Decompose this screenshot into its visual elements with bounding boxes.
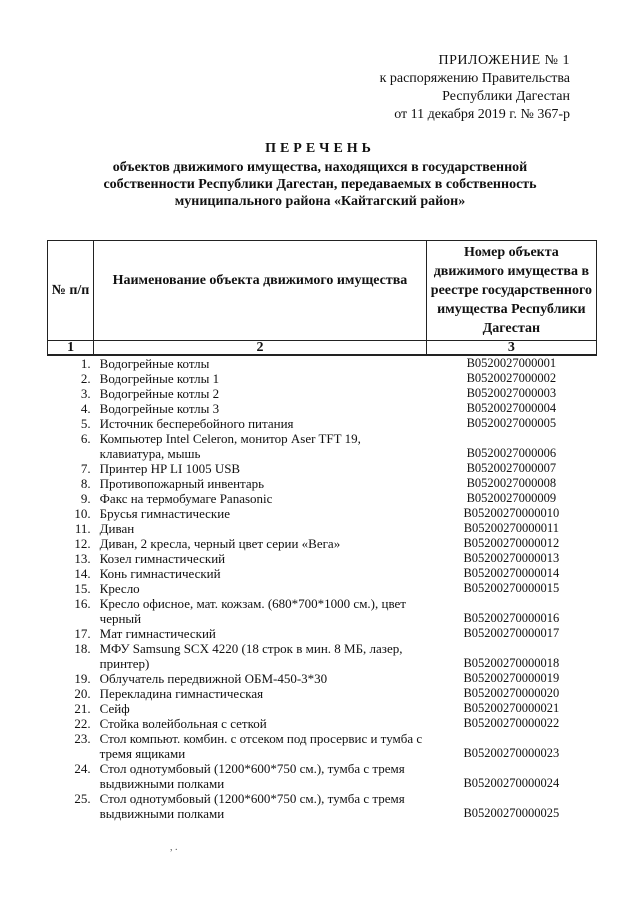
table-row <box>48 476 597 491</box>
row-item-name: Конь гимнастический <box>99 566 221 581</box>
table-row <box>48 401 597 416</box>
row-number: 16. <box>74 596 91 611</box>
table-row <box>48 596 597 626</box>
row-number: 3. <box>80 386 91 401</box>
row-registry-code: B05200270000019 <box>463 671 560 685</box>
table-row <box>48 386 597 401</box>
table-row <box>48 701 597 716</box>
row-number: 18. <box>74 641 91 656</box>
table-row <box>48 355 597 371</box>
table-row <box>48 731 597 761</box>
row-number: 14. <box>74 566 91 581</box>
row-number: 8. <box>80 476 91 491</box>
row-number: 7. <box>80 461 91 476</box>
row-registry-code: B0520027000001 <box>466 356 557 370</box>
subtitle-line: объектов движимого имущества, находящихся в государственной <box>112 160 528 175</box>
row-item-name: Кресло <box>99 581 140 596</box>
row-registry-code: B05200270000017 <box>463 626 560 640</box>
row-registry-code: B05200270000013 <box>463 551 560 565</box>
row-number: 17. <box>74 626 91 641</box>
row-registry-code: B0520027000007 <box>466 461 557 475</box>
header-number: № п/п <box>48 241 94 341</box>
row-registry-code: B0520027000002 <box>466 371 557 385</box>
row-number: 15. <box>74 581 91 596</box>
subtitle-line: собственности Республики Дагестан, передаваемых в собственность <box>103 177 537 192</box>
table-row <box>48 416 597 431</box>
document-title: ПЕРЕЧЕНЬ <box>265 141 375 156</box>
appendix-line-2: к распоряжению Правительства <box>379 71 570 86</box>
row-item-name: Стол компьют. комбин. с отсеком под просервис и тумба с тремя ящиками <box>99 731 423 761</box>
row-registry-code: B05200270000012 <box>463 536 560 550</box>
row-item-name: Источник бесперебойного питания <box>99 416 294 431</box>
column-number-2: 2 <box>94 341 427 356</box>
row-number: 10. <box>74 506 91 521</box>
table-row <box>48 671 597 686</box>
row-item-name: МФУ Samsung SCX 4220 (18 строк в мин. 8 МБ, лазер, принтер) <box>99 641 403 671</box>
row-number: 12. <box>74 536 91 551</box>
table-row <box>48 791 597 821</box>
row-number: 9. <box>80 491 91 506</box>
row-item-name: Водогрейные котлы 3 <box>99 401 220 416</box>
row-registry-code: B05200270000015 <box>463 581 560 595</box>
header-registry-number: Номер объекта движимого имущества в реестре государственного имущества Республики Дагестан <box>426 241 596 341</box>
row-number: 2. <box>80 371 91 386</box>
row-item-name: Козел гимнастический <box>99 551 226 566</box>
row-registry-code: B05200270000010 <box>463 506 560 520</box>
row-registry-code: B0520027000004 <box>466 401 557 415</box>
row-item-name: Перекладина гимнастическая <box>99 686 264 701</box>
row-registry-code: B05200270000024 <box>463 776 560 790</box>
row-item-name: Облучатель передвижной ОБМ-450-3*30 <box>99 671 328 686</box>
row-registry-code: B05200270000021 <box>463 701 560 715</box>
row-registry-code: B05200270000025 <box>463 806 560 820</box>
row-number: 20. <box>74 686 91 701</box>
subtitle-line: муниципального района «Кайтагский район» <box>174 194 466 209</box>
appendix-line-3: Республики Дагестан <box>442 89 570 104</box>
table-header-row <box>48 241 597 341</box>
row-number: 22. <box>74 716 91 731</box>
row-number: 13. <box>74 551 91 566</box>
column-number-3: 3 <box>426 341 596 356</box>
row-registry-code: B05200270000016 <box>463 611 560 625</box>
row-registry-code: B0520027000005 <box>466 416 557 430</box>
row-item-name: Водогрейные котлы <box>99 356 210 371</box>
row-item-name: Диван <box>99 521 135 536</box>
row-item-name: Кресло офисное, мат. кожзам. (680*700*1000 см.), цвет черный <box>99 596 406 626</box>
row-item-name: Компьютер Intel Celeron, монитор Aser TFT 19, клавиатура, мышь <box>99 431 361 461</box>
row-number: 21. <box>74 701 91 716</box>
appendix-line-4: от 11 декабря 2019 г. № 367-р <box>394 107 570 122</box>
appendix-title: ПРИЛОЖЕНИЕ № 1 <box>438 53 570 68</box>
row-registry-code: B0520027000003 <box>466 386 557 400</box>
table-row <box>48 716 597 731</box>
row-item-name: Мат гимнастический <box>99 626 216 641</box>
row-item-name: Факс на термобумаге Panasonic <box>99 491 273 506</box>
table-row <box>48 536 597 551</box>
row-number: 23. <box>74 731 91 746</box>
row-item-name: Стол однотумбовый (1200*600*750 см.), тумба с тремя выдвижными полками <box>99 791 405 821</box>
table-row <box>48 581 597 596</box>
row-item-name: Сейф <box>99 701 130 716</box>
column-number-1: 1 <box>48 341 94 356</box>
row-registry-code: B0520027000006 <box>466 446 557 460</box>
table-row <box>48 521 597 536</box>
row-item-name: Брусья гимнастические <box>99 506 230 521</box>
row-registry-code: B0520027000009 <box>466 491 557 505</box>
row-number: 4. <box>80 401 91 416</box>
row-number: 1. <box>80 356 91 371</box>
row-registry-code: B0520027000008 <box>466 476 557 490</box>
table-row <box>48 551 597 566</box>
header-name: Наименование объекта движимого имущества <box>94 241 427 341</box>
property-table <box>47 240 597 821</box>
table-row <box>48 641 597 671</box>
row-registry-code: B05200270000018 <box>463 656 560 670</box>
footer-marks: , . <box>170 842 178 853</box>
row-registry-code: B05200270000022 <box>463 716 560 730</box>
table-row <box>48 626 597 641</box>
table-row <box>48 686 597 701</box>
document-subtitle <box>60 159 580 210</box>
row-item-name: Водогрейные котлы 2 <box>99 386 220 401</box>
table-row <box>48 431 597 461</box>
row-number: 25. <box>74 791 91 806</box>
row-item-name: Стол однотумбовый (1200*600*750 см.), тумба с тремя выдвижными полками <box>99 761 405 791</box>
row-registry-code: B05200270000020 <box>463 686 560 700</box>
row-registry-code: B05200270000023 <box>463 746 560 760</box>
row-number: 6. <box>80 431 91 446</box>
row-registry-code: B05200270000014 <box>463 566 560 580</box>
row-number: 24. <box>74 761 91 776</box>
row-number: 5. <box>80 416 91 431</box>
table-row <box>48 506 597 521</box>
row-number: 11. <box>74 521 91 536</box>
row-item-name: Диван, 2 кресла, черный цвет серии «Вега» <box>99 536 341 551</box>
table-row <box>48 566 597 581</box>
table-row <box>48 371 597 386</box>
row-item-name: Водогрейные котлы 1 <box>99 371 220 386</box>
row-number: 19. <box>74 671 91 686</box>
row-registry-code: B05200270000011 <box>463 521 560 535</box>
table-row <box>48 461 597 476</box>
row-item-name: Стойка волейбольная с сеткой <box>99 716 267 731</box>
table-row <box>48 761 597 791</box>
column-numbers-row <box>48 341 597 356</box>
row-item-name: Принтер HP LI 1005 USB <box>99 461 241 476</box>
table-row <box>48 491 597 506</box>
appendix-header <box>380 52 570 124</box>
row-item-name: Противопожарный инвентарь <box>99 476 265 491</box>
